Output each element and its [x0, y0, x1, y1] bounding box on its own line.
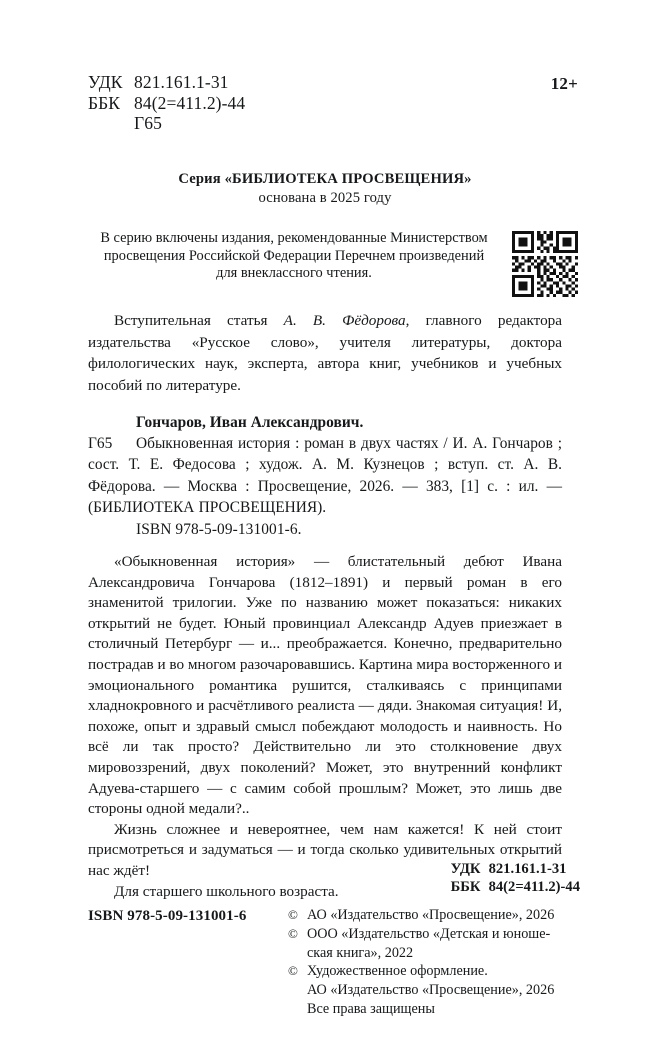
- bibliographic-record: [88, 412, 562, 540]
- copyright-entry: [288, 906, 578, 925]
- footer-isbn: ISBN 978-5-09-131001-6: [88, 908, 247, 924]
- copyright-text: АО «Издательство «Просвещение», 2026: [307, 907, 555, 923]
- annotation-paragraph: Жизнь сложнее и невероятнее, чем нам кажется! К ней стоит присмотреться и задуматься — и тогда сколько удивительных открытий нас ждёт!: [88, 820, 562, 879]
- series-founded: основана в 2025 году: [258, 190, 392, 206]
- shelf-mark: Г65: [134, 113, 162, 133]
- footer-bbk-label: ББК: [450, 879, 481, 896]
- copyright-entry: [288, 962, 578, 1018]
- biblio-shelf-mark: Г65: [88, 435, 113, 452]
- copyright-text-cont: ская книга», 2022: [307, 944, 414, 961]
- copyright-text: Художественное оформление.: [307, 963, 488, 980]
- copyright-symbol-icon: ©: [288, 925, 298, 941]
- intro-after: , главного редактора издательства «Русское слово», учителя литературы, доктора филологических наук, эксперта, автора книг, учебников и учебных пособий по литературе.: [88, 312, 563, 394]
- biblio-author: Гончаров, Иван Александрович.: [136, 414, 364, 431]
- footer-bbk-row: [451, 878, 580, 896]
- biblio-isbn: ISBN 978-5-09-131001-6.: [136, 520, 302, 538]
- copyright-symbol-icon: ©: [288, 963, 298, 979]
- age-rating-badge: 12+: [550, 74, 578, 93]
- footer-bbk-value: 84(2=411.2)-44: [488, 879, 580, 896]
- footer-udk-row: [451, 860, 580, 878]
- bbk-label: ББК: [88, 92, 121, 113]
- biblio-record-wrap: [88, 433, 562, 519]
- rights-reserved: Все права защищены: [307, 1000, 435, 1017]
- bbk-row: [88, 93, 245, 114]
- udk-row: [88, 72, 245, 93]
- copyright-text-cont: АО «Издательство «Просвещение», 2026: [307, 982, 555, 999]
- classification-block: [88, 72, 245, 134]
- qr-code-icon: [512, 231, 578, 297]
- udk-value: 821.161.1-31: [134, 72, 229, 92]
- footer-udk-value: 821.161.1-31: [488, 861, 567, 877]
- footer-classification-block: [451, 860, 580, 896]
- series-heading: [0, 170, 650, 208]
- book-annotation: [88, 552, 562, 902]
- intro-before: Вступительная статья: [114, 312, 284, 329]
- copyright-block: [288, 906, 578, 1019]
- annotation-paragraph: Для старшего школьного возраста.: [114, 882, 339, 900]
- intro-article-credit: [88, 310, 562, 396]
- biblio-description: Обыкновенная история : роман в двух частях / И. А. Гончаров ; сост. Т. Е. Федосова ; худож. А. М. Кузнецов ; вступ. ст. А. В. Фёдорова. — Москва : Просвещение, 2026. — 383, [1] с. : ил. — (БИБЛИОТЕКА ПРОСВЕЩЕНИЯ).: [88, 435, 562, 517]
- intro-author-name: А. В. Фёдорова: [283, 312, 406, 329]
- footer-udk-label: УДК: [450, 861, 481, 877]
- bbk-value: 84(2=411.2)-44: [134, 92, 246, 113]
- copyright-symbol-icon: ©: [288, 907, 298, 922]
- ministry-recommendation: В серию включены издания, рекомендованные Министерством просвещения Российской Федерации Перечнем произведений для внеклассного чтения.: [100, 230, 488, 282]
- annotation-paragraph: «Обыкновенная история» — блистательный дебют Ивана Александровича Гончарова (1812–1891) и первый роман в его знаменитой трилогии. Уже по названию может показаться: никаких открытий не будет. Юный провинциал Александр Адуев приезжает в столичный Петербург — и... преображается. Конечно, предварительно пострадав и во многом разочаровавшись. Картина мира восторженного и эмоционального романтика рушится, сталкиваясь с принципами хладнокровного и расчётливого реалиста — дяди. Знакомая ситуация! И, похоже, опыт и здравый смысл побеждают молодость и наивность. Но всё ли так просто? Действительно ли это столкновение двух мировоззрений, двух поколений? Может, это внутренний конфликт Адуева-старшего — с самим собой прошлым? Может, это лишь две стороны одной медали?..: [88, 553, 562, 818]
- copyright-entry: [288, 925, 578, 963]
- udk-label: УДК: [88, 72, 123, 92]
- series-title: Серия «БИБЛИОТЕКА ПРОСВЕЩЕНИЯ»: [178, 171, 472, 187]
- copyright-text: ООО «Издательство «Детская и юноше-: [307, 925, 551, 942]
